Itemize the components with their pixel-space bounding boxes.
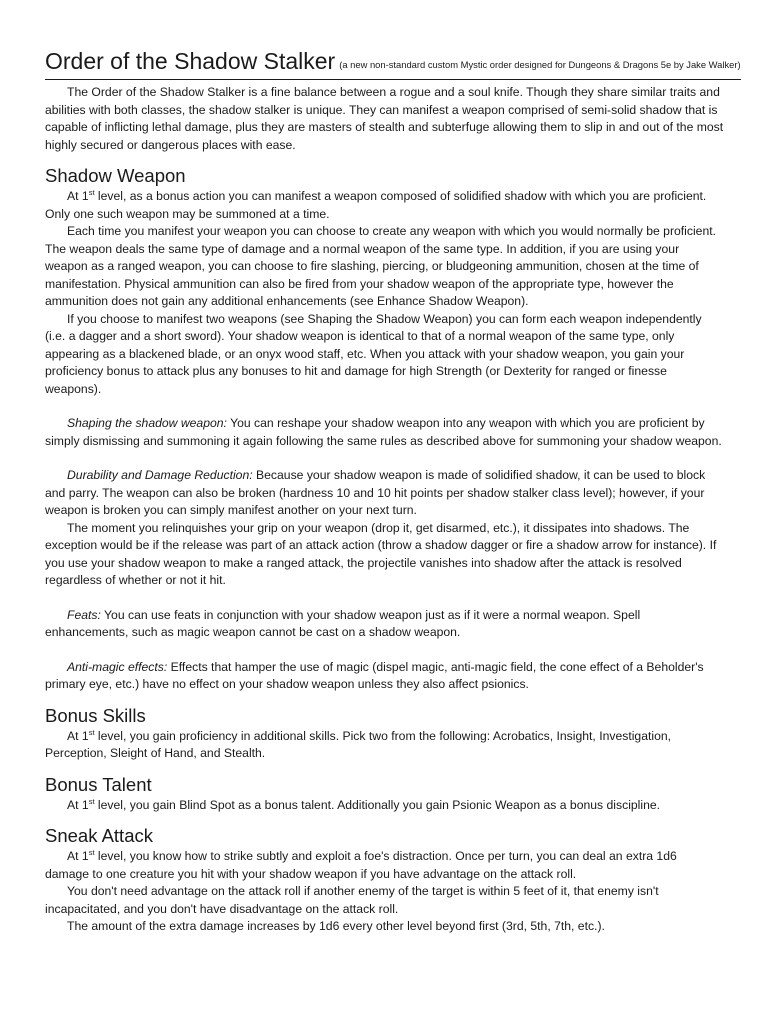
talent-text-b: level, you gain Blind Spot as a bonus talent. Additionally you gain Psionic Weapon as a bonus discipline. [94,797,661,812]
durability-paragraph [45,467,724,520]
bonus-talent-paragraph [45,797,724,815]
sneak-text-b: level, you know how to strike subtly and exploit a foe's distraction. Once per turn, you can deal an extra 1d6 damage to one creature you hit with your shadow weapon if you have advantage on the attack roll. [45,849,677,881]
shadow-weapon-p2: Each time you manifest your weapon you can choose to create any weapon with which you would normally be proficient. The weapon deals the same type of damage and a normal weapon of the same type. In addition, if you are using your weapon as a ranged weapon, you can choose to fire slashing, piercing, or bludgeoning ammunition, chosen at the time of manifestation. Physical ammunition can also be fired from your shadow weapon of the appropriate type, however the ammunition does not gain any additional enhancements (see Enhance Shadow Weapon). [45,224,717,308]
intro-paragraph: The Order of the Shadow Stalker is a fine balance between a rogue and a soul knife. Though they share similar traits and abilities with both classes, the shadow stalker is unique. They can manifest a weapon comprised of semi-solid shadow that is capable of inflicting lethal damage, plus they are masters of stealth and subterfuge allowing them to slip in and out of the most highly secured or dangerous places with ease. [45,85,724,152]
p1-text-b: level, as a bonus action you can manifest a weapon composed of solidified shadow with which you are proficient. Only one such weapon may be summoned at a time. [45,189,707,221]
sneak-attack-p2: You don't need advantage on the attack roll if another enemy of the target is within 5 feet of it, that enemy isn't incapacitated, and you don't have disadvantage on the attack roll. [45,884,659,916]
shaping-paragraph [45,415,724,450]
feats-text: You can use feats in conjunction with your shadow weapon just as if it were a normal weapon. Spell enhancements, such as magic weapon cannot be cast on a shadow weapon. [45,607,641,639]
talent-ordinal: st [88,796,95,806]
antimagic-label: Anti-magic effects: [67,659,168,674]
shaping-label: Shaping the shadow weapon: [67,416,227,430]
sneak-text-a: At 1 [67,849,89,863]
heading-shadow-weapon: Shadow Weapon [45,165,186,186]
title-block [45,48,741,80]
feats-label: Feats: [67,607,101,622]
p1-ordinal: st [88,188,95,197]
skills-ordinal: st [88,727,95,737]
heading-sneak-attack: Sneak Attack [45,825,153,846]
page-title: Order of the Shadow Stalker [45,48,336,74]
sneak-attack-p3: The amount of the extra damage increases by 1d6 every other level beyond first (3rd, 5th, 7th, etc.). [67,919,605,933]
feats-paragraph [45,607,724,642]
shaping-text: You can reshape your shadow weapon into any weapon with which you are proficient by simply dismissing and summoning it again following the same rules as described above for summoning your shadow weapon. [45,416,722,448]
antimagic-paragraph [45,659,724,694]
heading-bonus-skills: Bonus Skills [45,704,146,726]
skills-text-b: level, you gain proficiency in additional skills. Pick two from the following: Acrobatics, Insight, Investigation, Perception, Sleight of Hand, and Stealth. [45,728,672,760]
release-paragraph: The moment you relinquishes your grip on your weapon (drop it, get disarmed, etc.), it dissipates into shadows. The exception would be if the release was part of an attack action (throw a shadow dagger or fire a shadow arrow for instance). If you use your shadow weapon to make a ranged attack, the projectile vanishes into shadow after the attack is resolved regardless of whether or not it hit. [45,520,717,587]
shadow-weapon-p1 [45,188,724,223]
p1-text-a: At 1 [67,189,89,203]
page-subtitle: (a new non-standard custom Mystic order designed for Dungeons & Dragons 5e by Jake Walker) [339,59,741,70]
durability-text: Because your shadow weapon is made of solidified shadow, it can be used to block and parry. The weapon can also be broken (hardness 10 and 10 hit points per shadow stalker class level); however, if your weapon is broken you can simply manifest another on your next turn. [45,468,706,517]
skills-text-a: At 1 [67,728,89,743]
sneak-attack-p1 [45,848,724,883]
sneak-ordinal: st [88,848,95,857]
talent-text-a: At 1 [67,797,89,812]
bonus-skills-paragraph [45,728,724,763]
durability-label: Durability and Damage Reduction: [67,468,253,482]
shadow-weapon-p3: If you choose to manifest two weapons (see Shaping the Shadow Weapon) you can form each weapon independently (i.e. a dagger and a short sword). Your shadow weapon is identical to that of a normal weapon of the same type, only appearing as a blackened blade, or an onyx wood staff, etc. When you attack with your shadow weapon, you gain your proficiency bonus to attack plus any bonuses to hit and damage for high Strength (or Dexterity for ranged or finesse weapons). [45,311,702,396]
heading-bonus-talent: Bonus Talent [45,773,152,795]
antimagic-text: Effects that hamper the use of magic (dispel magic, anti-magic field, the cone effect of a Beholder's primary eye, etc.) have no effect on your shadow weapon unless they also affect psionics. [45,659,704,691]
